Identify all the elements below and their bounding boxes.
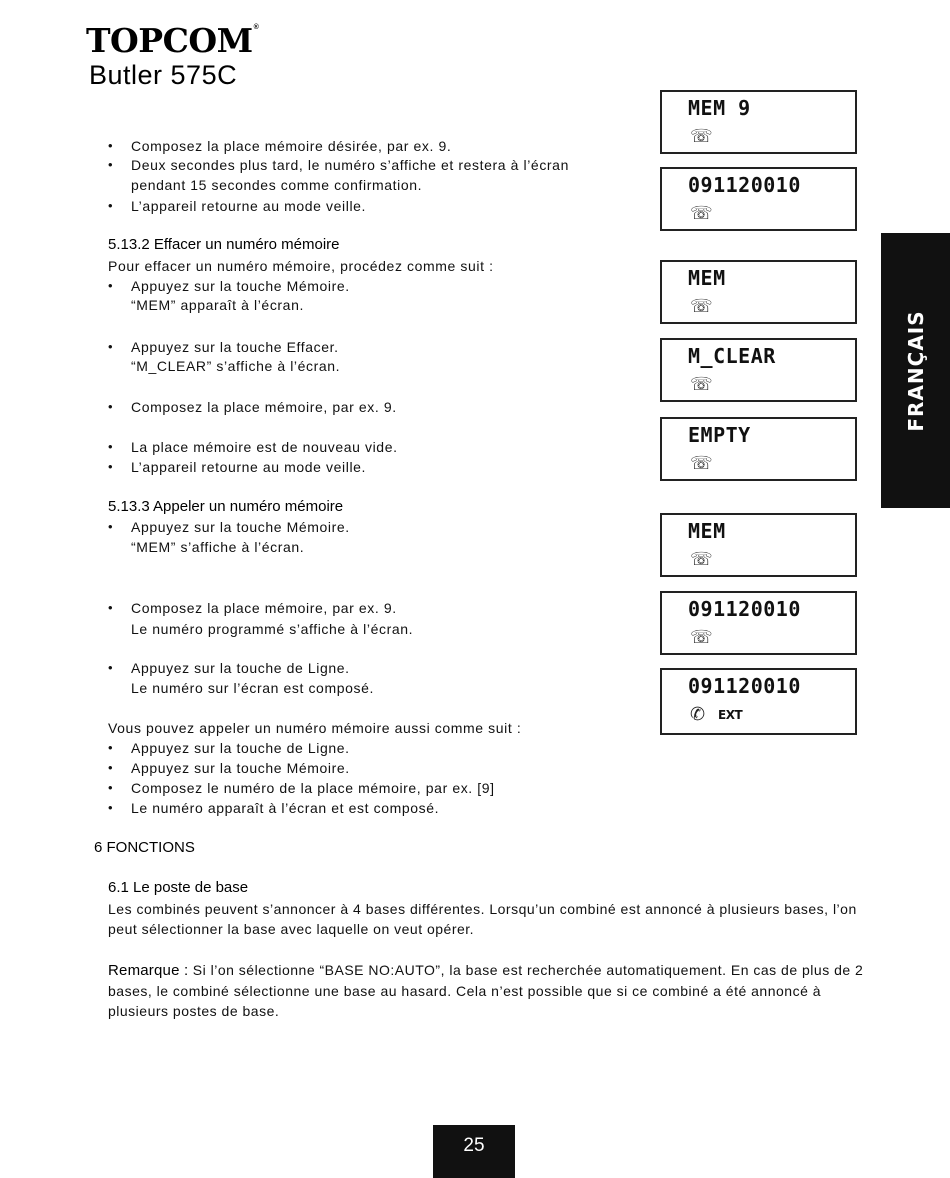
- ext-label: EXT: [718, 708, 743, 722]
- bullet-marker: •: [108, 157, 113, 172]
- bullet-text: Composez le numéro de la place mémoire, par ex. [9]: [131, 780, 495, 796]
- lcd-screen: [660, 90, 857, 154]
- handset-icon: ☏: [690, 374, 713, 395]
- bullet-marker: •: [108, 519, 113, 534]
- section-intro: Pour effacer un numéro mémoire, procédez comme suit :: [108, 258, 494, 274]
- bullet-subtext: Le numéro sur l’écran est composé.: [131, 680, 374, 696]
- bullet-text: Composez la place mémoire, par ex. 9.: [131, 399, 397, 415]
- bullet-text: La place mémoire est de nouveau vide.: [131, 439, 398, 455]
- lcd-screen: [660, 513, 857, 577]
- bullet-marker: •: [108, 339, 113, 354]
- bullet-marker: •: [108, 439, 113, 454]
- bullet-text: L’appareil retourne au mode veille.: [131, 198, 367, 214]
- lcd-screen: [660, 260, 857, 324]
- lcd-text: M_CLEAR: [688, 344, 776, 368]
- bullet-text: Appuyez sur la touche Mémoire.: [131, 278, 350, 294]
- handset-icon: ☏: [690, 296, 713, 317]
- language-tab: [881, 233, 950, 508]
- bullet-text: L’appareil retourne au mode veille.: [131, 459, 367, 475]
- phone-line-icon: ✆: [690, 704, 706, 725]
- lcd-text: 091120010: [688, 674, 801, 698]
- lcd-screen: [660, 417, 857, 481]
- bullet-marker: •: [108, 800, 113, 815]
- bullet-marker: •: [108, 198, 113, 213]
- chapter-heading: 6 FONCTIONS: [94, 839, 195, 856]
- bullet-marker: •: [108, 138, 113, 153]
- section-heading: 5.13.2 Effacer un numéro mémoire: [108, 236, 340, 253]
- lcd-text: MEM 9: [688, 96, 751, 120]
- bullet-subtext: “MEM” s’affiche à l’écran.: [131, 539, 305, 555]
- page-number-box: [433, 1125, 515, 1178]
- bullet-marker: •: [108, 660, 113, 675]
- bullet-marker: •: [108, 459, 113, 474]
- bullet-marker: •: [108, 399, 113, 414]
- language-label: FRANÇAIS: [903, 309, 928, 432]
- bullet-subtext: “M_CLEAR” s’affiche à l’écran.: [131, 358, 341, 374]
- lcd-text: EMPTY: [688, 423, 751, 447]
- remark-text: Si l’on sélectionne “BASE NO:AUTO”, la base est recherchée automatiquement. En cas de plus de 2 bases, le combiné sélectionne une base au hasard. Cela n’est possible que si ce combiné a été annoncé à plusieurs postes de base.: [108, 962, 864, 1019]
- handset-icon: ☏: [690, 126, 713, 147]
- bullet-text: Deux secondes plus tard, le numéro s’affiche et restera à l’écran: [131, 157, 569, 173]
- topcom-logo: [86, 21, 259, 60]
- lcd-text: MEM: [688, 519, 726, 543]
- bullet-subtext: Le numéro programmé s’affiche à l’écran.: [131, 621, 414, 637]
- bullet-text-continued: pendant 15 secondes comme confirmation.: [131, 177, 423, 193]
- lcd-screen: [660, 591, 857, 655]
- alt-intro: Vous pouvez appeler un numéro mémoire aussi comme suit :: [108, 720, 522, 736]
- remark-label: Remarque :: [108, 962, 189, 979]
- lcd-screen: [660, 338, 857, 402]
- handset-icon: ☏: [690, 203, 713, 224]
- page-number: 25: [463, 1135, 485, 1156]
- lcd-text: 091120010: [688, 173, 801, 197]
- bullet-marker: •: [108, 760, 113, 775]
- bullet-marker: •: [108, 780, 113, 795]
- lcd-text: 091120010: [688, 597, 801, 621]
- bullet-marker: •: [108, 278, 113, 293]
- bullet-text: Composez la place mémoire, par ex. 9.: [131, 600, 397, 616]
- bullet-text: Appuyez sur la touche de Ligne.: [131, 660, 350, 676]
- bullet-text: Appuyez sur la touche Mémoire.: [131, 760, 350, 776]
- bullet-text: Le numéro apparaît à l’écran et est composé.: [131, 800, 440, 816]
- lcd-screen: [660, 167, 857, 231]
- bullet-text: Appuyez sur la touche de Ligne.: [131, 740, 350, 756]
- bullet-subtext: “MEM” apparaît à l’écran.: [131, 297, 304, 313]
- model-name: Butler 575C: [89, 60, 238, 90]
- registered-mark: ®: [253, 24, 259, 31]
- bullet-text: Appuyez sur la touche Effacer.: [131, 339, 339, 355]
- handset-icon: ☏: [690, 453, 713, 474]
- section-heading: 6.1 Le poste de base: [108, 879, 249, 896]
- bullet-text: Composez la place mémoire désirée, par ex. 9.: [131, 138, 452, 154]
- handset-icon: ☏: [690, 549, 713, 570]
- bullet-marker: •: [108, 740, 113, 755]
- handset-icon: ☏: [690, 627, 713, 648]
- bullet-text: Appuyez sur la touche Mémoire.: [131, 519, 350, 535]
- lcd-screen: [660, 668, 857, 735]
- remark-paragraph: [108, 960, 868, 1021]
- lcd-text: MEM: [688, 266, 726, 290]
- section-heading: 5.13.3 Appeler un numéro mémoire: [108, 498, 344, 515]
- bullet-marker: •: [108, 600, 113, 615]
- section-paragraph: Les combinés peuvent s’annoncer à 4 bases différentes. Lorsqu’un combiné est annoncé à plusieurs bases, l’on peut sélectionner la base avec laquelle on veut opérer.: [108, 901, 857, 937]
- brand-name: TOPCOM: [86, 21, 253, 60]
